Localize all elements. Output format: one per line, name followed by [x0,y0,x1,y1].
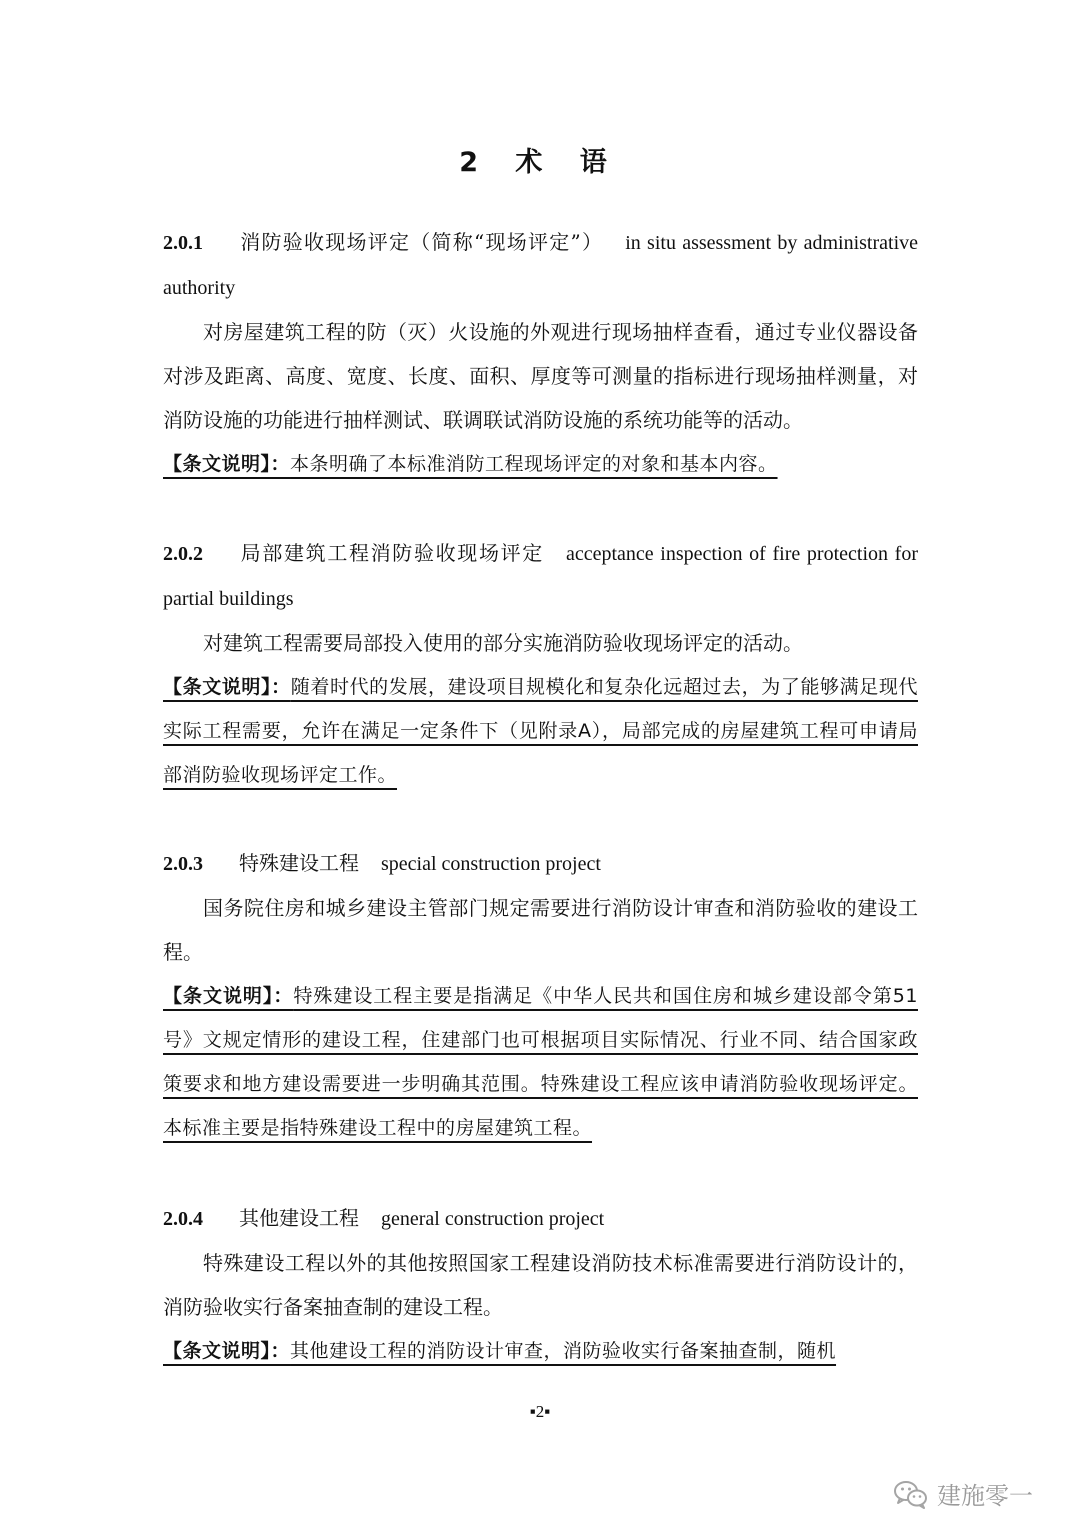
term-definition: 特殊建设工程以外的其他按照国家工程建设消防技术标准需要进行消防设计的，消防验收实行备案抽查制的建设工程。 [163,1251,918,1319]
term-heading [163,220,918,310]
term-section-2-0-4 [163,1196,918,1373]
clause-explanation [163,665,918,797]
term-name-en: acceptance inspection of fire protection for partial buildings [163,543,918,610]
clause-explanation [163,974,918,1150]
term-section-2-0-2 [163,531,918,797]
clause-explanation-text: 本条明确了本标准消防工程现场评定的对象和基本内容。 [290,453,778,475]
term-heading [163,841,918,886]
clause-explanation [163,1329,918,1373]
term-definition: 对房屋建筑工程的防（灭）火设施的外观进行现场抽样查看，通过专业仪器设备对涉及距离、高度、宽度、长度、面积、厚度等可测量的指标进行现场抽样测量，对消防设施的功能进行抽样测试、联调联试消防设施的系统功能等的活动。 [163,320,918,432]
watermark [893,1476,1033,1511]
clause-explanation [163,442,918,486]
term-name-zh: 特殊建设工程 [239,851,359,875]
clause-explanation-label: 【条文说明】： [163,453,291,475]
wechat-icon [893,1479,929,1509]
watermark-text: 建施零一 [937,1482,1033,1510]
term-number: 2.0.3 [163,853,203,875]
page-title: 2 术 语 [459,147,621,178]
term-name-en: in situ assessment by administrative authority [163,232,919,299]
term-definition: 国务院住房和城乡建设主管部门规定需要进行消防设计审查和消防验收的建设工程。 [163,896,918,964]
clause-explanation-label: 【条文说明】： [163,676,291,698]
term-name-zh: 其他建设工程 [239,1206,359,1230]
term-definition: 对建筑工程需要局部投入使用的部分实施消防验收现场评定的活动。 [203,631,803,655]
term-section-2-0-1 [163,220,918,486]
clause-explanation-label: 【条文说明】： [163,1340,291,1362]
term-number: 2.0.1 [163,232,203,254]
term-number: 2.0.2 [163,543,203,565]
clause-explanation-text: 特殊建设工程主要是指满足《中华人民共和国住房和城乡建设部令第51号》文规定情形的建设工程，住建部门也可根据项目实际情况、行业不同、结合国家政策要求和地方建设需要进一步明确其范围。特殊建设工程应该申请消防验收现场评定。本标准主要是指特殊建设工程中的房屋建筑工程。 [163,985,918,1139]
term-heading [163,531,918,621]
term-section-2-0-3 [163,841,918,1150]
term-name-en: general construction project [381,1208,605,1230]
page-number: ▪2▪ [529,1402,551,1421]
term-name-zh: 消防验收现场评定（简称“现场评定”） [239,230,604,254]
clause-explanation-label: 【条文说明】： [163,985,294,1007]
term-name-en: special construction project [381,853,601,875]
clause-explanation-text: 其他建设工程的消防设计审查，消防验收实行备案抽查制，随机 [290,1340,837,1362]
term-heading [163,1196,918,1241]
term-name-zh: 局部建筑工程消防验收现场评定 [239,541,544,565]
clause-explanation-text: 随着时代的发展，建设项目规模化和复杂化远超过去，为了能够满足现代实际工程需要，允许在满足一定条件下（见附录A），局部完成的房屋建筑工程可申请局部消防验收现场评定工作。 [163,676,918,786]
term-number: 2.0.4 [163,1208,203,1230]
